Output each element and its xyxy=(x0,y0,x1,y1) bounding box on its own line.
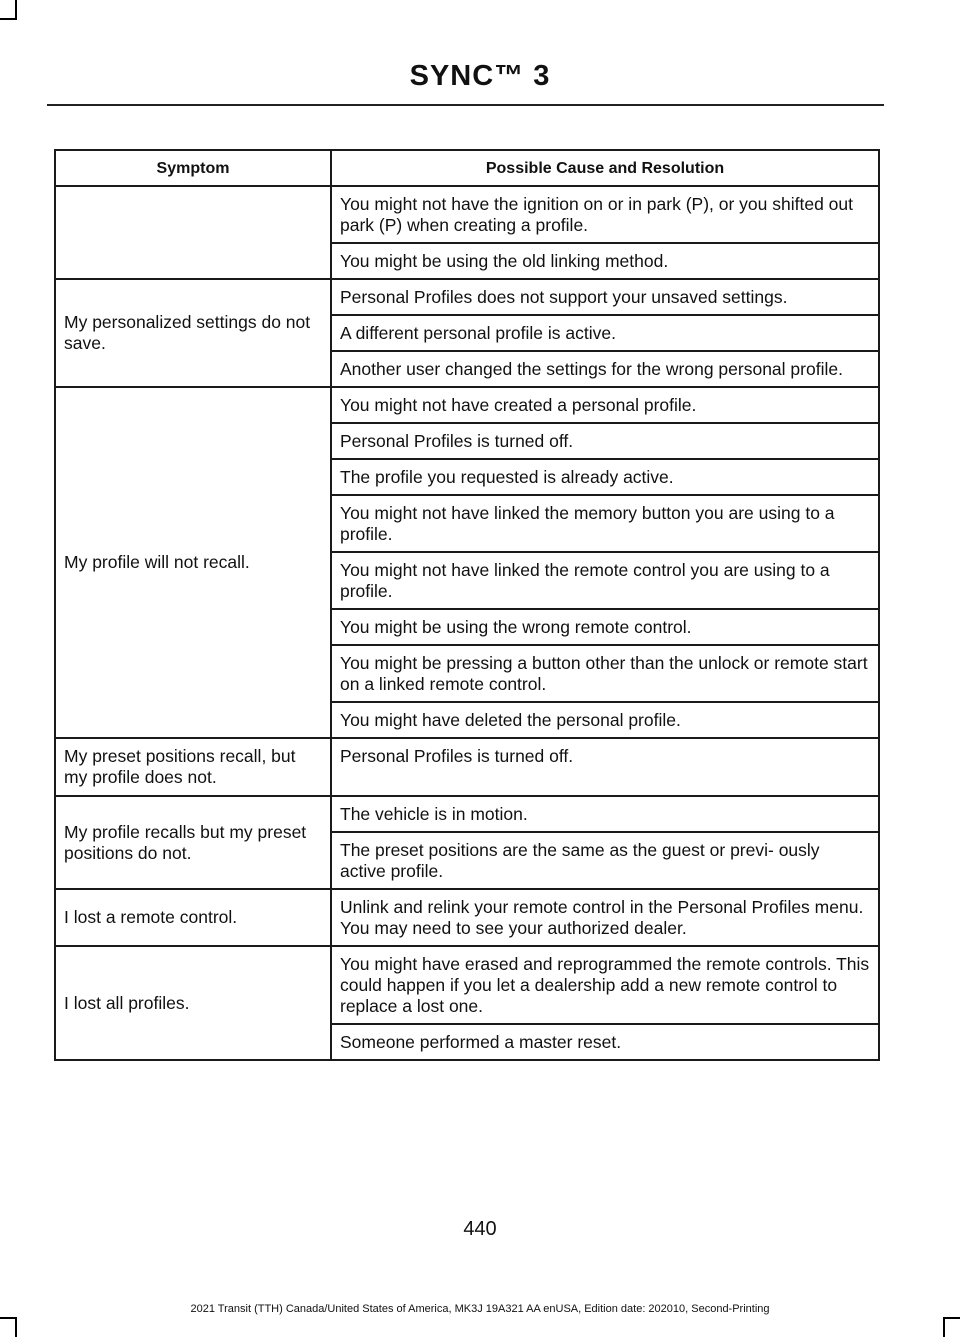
symptom-cell: My profile will not recall. xyxy=(55,387,331,738)
crop-mark xyxy=(943,1317,960,1319)
cause-cell: Personal Profiles is turned off. xyxy=(331,423,879,459)
symptom-cell xyxy=(55,186,331,279)
cause-cell: The preset positions are the same as the guest or previ- ously active profile. xyxy=(331,832,879,889)
cause-cell: You might not have created a personal profile. xyxy=(331,387,879,423)
crop-mark xyxy=(15,1317,17,1337)
cause-cell: You might not have linked the remote control you are using to a profile. xyxy=(331,552,879,609)
crop-mark xyxy=(0,1317,17,1319)
cause-cell: You might not have the ignition on or in park (P), or you shifted out park (P) when creating a profile. xyxy=(331,186,879,243)
column-header-symptom: Symptom xyxy=(55,150,331,186)
cause-cell: You might have deleted the personal profile. xyxy=(331,702,879,738)
crop-mark xyxy=(943,1317,945,1337)
page-number: 440 xyxy=(463,1218,497,1240)
cause-cell: You might be using the wrong remote control. xyxy=(331,609,879,645)
symptom-cell: My preset positions recall, but my profile does not. xyxy=(55,738,331,796)
table-row xyxy=(55,946,879,1024)
cause-cell: Someone performed a master reset. xyxy=(331,1024,879,1060)
cause-cell: Personal Profiles does not support your unsaved settings. xyxy=(331,279,879,315)
table-row xyxy=(55,738,879,796)
cause-cell: Another user changed the settings for the wrong personal profile. xyxy=(331,351,879,387)
table-header-row xyxy=(55,150,879,186)
cause-cell: You might have erased and reprogrammed the remote controls. This could happen if you let a dealership add a new remote control to replace a lost one. xyxy=(331,946,879,1024)
table-row xyxy=(55,796,879,832)
symptom-cell: My personalized settings do not save. xyxy=(55,279,331,387)
table-row xyxy=(55,186,879,243)
cause-cell: You might not have linked the memory button you are using to a profile. xyxy=(331,495,879,552)
table-row xyxy=(55,889,879,946)
column-header-cause: Possible Cause and Resolution xyxy=(331,150,879,186)
cause-cell: The profile you requested is already active. xyxy=(331,459,879,495)
troubleshooting-table xyxy=(54,149,880,1061)
footer-edition-info: 2021 Transit (TTH) Canada/United States of America, MK3J 19A321 AA enUSA, Edition date: 202010, Second-Printing xyxy=(190,1303,770,1315)
crop-mark xyxy=(0,18,17,20)
table-row xyxy=(55,387,879,423)
symptom-cell: My profile recalls but my preset positions do not. xyxy=(55,796,331,889)
cause-cell: A different personal profile is active. xyxy=(331,315,879,351)
page-title: SYNC™ 3 xyxy=(409,60,551,92)
cause-cell: You might be pressing a button other than the unlock or remote start on a linked remote control. xyxy=(331,645,879,702)
symptom-cell: I lost all profiles. xyxy=(55,946,331,1060)
cause-cell: You might be using the old linking method. xyxy=(331,243,879,279)
crop-mark xyxy=(15,0,17,20)
symptom-cell: I lost a remote control. xyxy=(55,889,331,946)
cause-cell: The vehicle is in motion. xyxy=(331,796,879,832)
table-row xyxy=(55,279,879,315)
cause-cell: Unlink and relink your remote control in the Personal Profiles menu. You may need to see your authorized dealer. xyxy=(331,889,879,946)
cause-cell: Personal Profiles is turned off. xyxy=(331,738,879,796)
header-divider xyxy=(47,104,884,106)
